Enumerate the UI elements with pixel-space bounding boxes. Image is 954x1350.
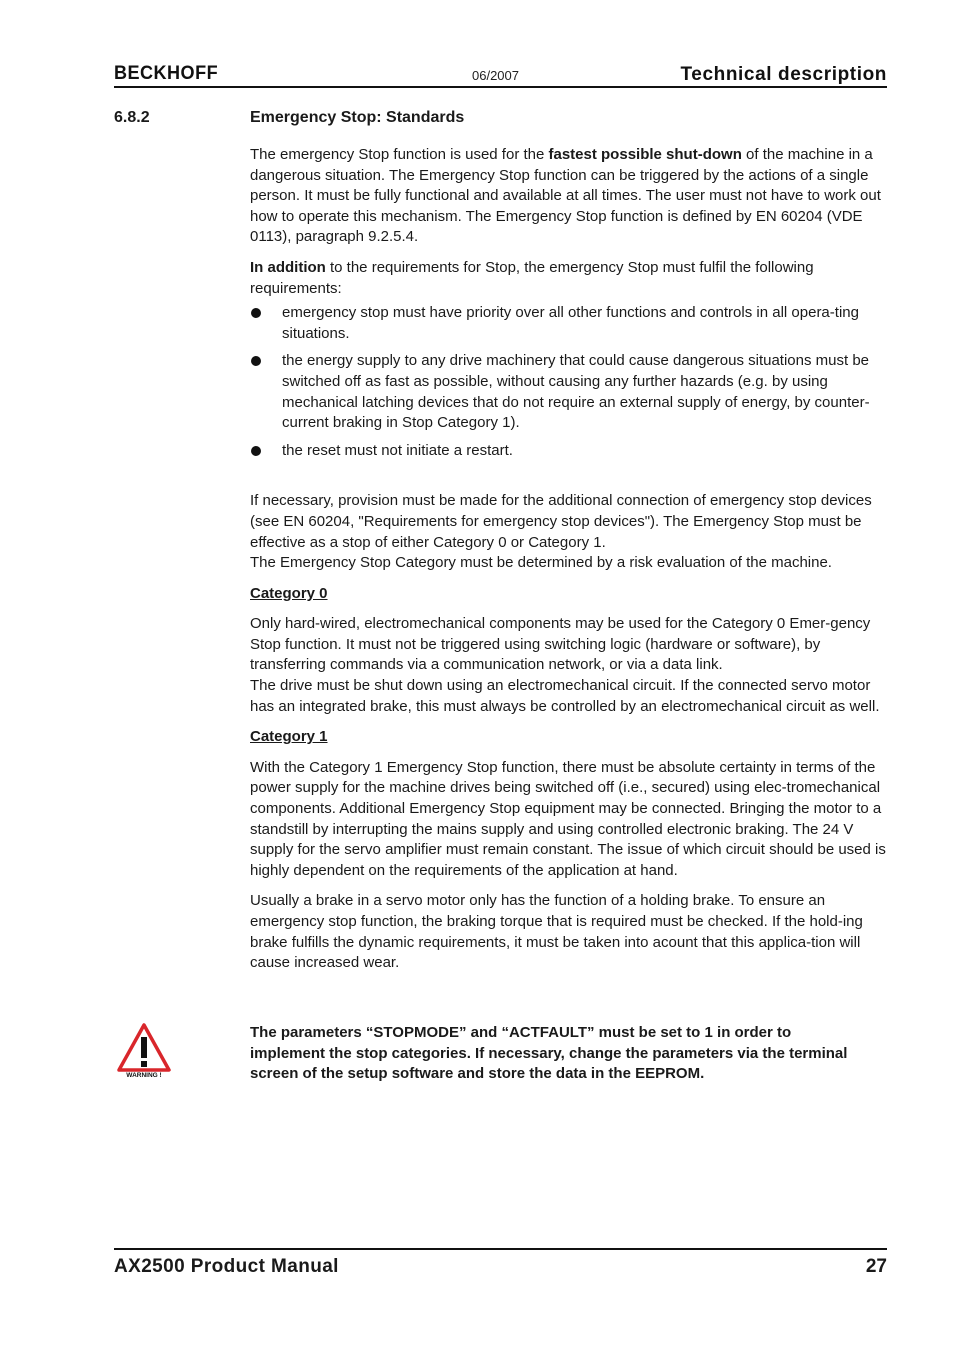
header-rule xyxy=(114,86,887,88)
header-title: Technical description xyxy=(680,64,887,85)
category0-text-1: Only hard-wired, electromechanical components may be used for the Category 0 Emer-gency Stop function. It must not be triggered using switching logic (hardware or software), by transferring commands via a communication network, or via a data link. xyxy=(250,615,871,674)
brand-logo: BECKHOFF xyxy=(114,63,219,84)
list-item xyxy=(250,303,888,344)
header-date: 06/2007 xyxy=(472,68,519,83)
category1-paragraph-1: With the Category 1 Emergency Stop function, there must be absolute certainty in terms of the power supply for the machine drives being switched off (i.e., secured) using elec-tromechanical components. Additional Emergency Stop equipment may be connected. Bringing the motor to a standstill by interrupting the mains supply and using controlled electronic braking. The 24 V supply for the servo amplifier must remain constant. The issue of which circuit should be used is highly dependent on the requirements of the application at hand. xyxy=(250,758,886,879)
intro-text-1: The emergency Stop function is used for the xyxy=(250,146,549,163)
list-item xyxy=(250,351,888,433)
intro-bold: fastest possible shut-down xyxy=(548,146,742,163)
requirements-list xyxy=(250,303,888,461)
intro-text-2: of the machine in a dangerous situation. The Emergency Stop function can be triggered by the actions of a single person. It must be fully functional and available at all times. The user must not have to work out how to operate this mechanism. The Emergency Stop function is defined by EN 60204 (VDE 0113), paragraph 9.2.5.4. xyxy=(250,146,881,246)
addition-bold: In addition xyxy=(250,258,326,276)
provision-paragraph xyxy=(250,491,888,573)
provision-text-2: The Emergency Stop Category must be determined by a risk evaluation of the machine. xyxy=(250,554,832,572)
intro-paragraph xyxy=(250,145,888,248)
category0-heading: Category 0 xyxy=(250,584,328,602)
page-number: 27 xyxy=(865,1256,887,1277)
list-item-text: the reset must not initiate a restart. xyxy=(282,441,513,459)
bullet-icon xyxy=(251,308,261,318)
addition-text: to the requirements for Stop, the emergency Stop must fulfil the following requirements: xyxy=(250,258,814,297)
category1-paragraph-2: Usually a brake in a servo motor only has the function of a holding brake. To ensure an emergency stop function, the braking torque that is required must be checked. If the hold-ing brake fulfills the dynamic requirements, it must be taken into acount that this applica-tion will cause increased wear. xyxy=(250,892,863,972)
bullet-icon xyxy=(251,356,261,366)
warning-label: WARNING ! xyxy=(126,1072,162,1079)
warning-triangle-icon xyxy=(117,1022,171,1080)
section-title: Emergency Stop: Standards xyxy=(250,109,465,126)
addition-paragraph xyxy=(250,258,888,299)
category0-text-2: The drive must be shut down using an electromechanical circuit. If the connected servo motor has an integrated brake, this must always be controlled by an electromechanical circuit as well. xyxy=(250,677,880,715)
list-item-text: the energy supply to any drive machinery that could cause dangerous situations must be switched off as fast as possible, without causing any further hazards (e.g. by using mechanical latching devices that do not require an external supply of energy, by counter-current braking in Stop Category 1). xyxy=(282,352,870,432)
section-number: 6.8.2 xyxy=(114,109,150,126)
bullet-icon xyxy=(251,446,261,456)
category0-paragraph xyxy=(250,614,888,717)
provision-text-1: If necessary, provision must be made for the additional connection of emergency stop devices (see EN 60204, "Requirements for emergency stop devices"). The Emergency Stop must be effective as a stop of either Category 0 or Category 1. xyxy=(250,492,872,551)
footer-rule xyxy=(114,1248,887,1250)
warning-text: The parameters “STOPMODE” and “ACTFAULT” must be set to 1 in order to implement the stop categories. If necessary, change the parameters via the terminal screen of the setup software and store the data in the EEPROM. xyxy=(250,1024,848,1083)
category1-heading: Category 1 xyxy=(250,728,328,746)
list-item xyxy=(250,441,888,462)
footer-title: AX2500 Product Manual xyxy=(114,1256,339,1277)
main-content xyxy=(250,145,888,984)
list-item-text: emergency stop must have priority over all other functions and controls in all opera-ting situations. xyxy=(282,304,859,342)
